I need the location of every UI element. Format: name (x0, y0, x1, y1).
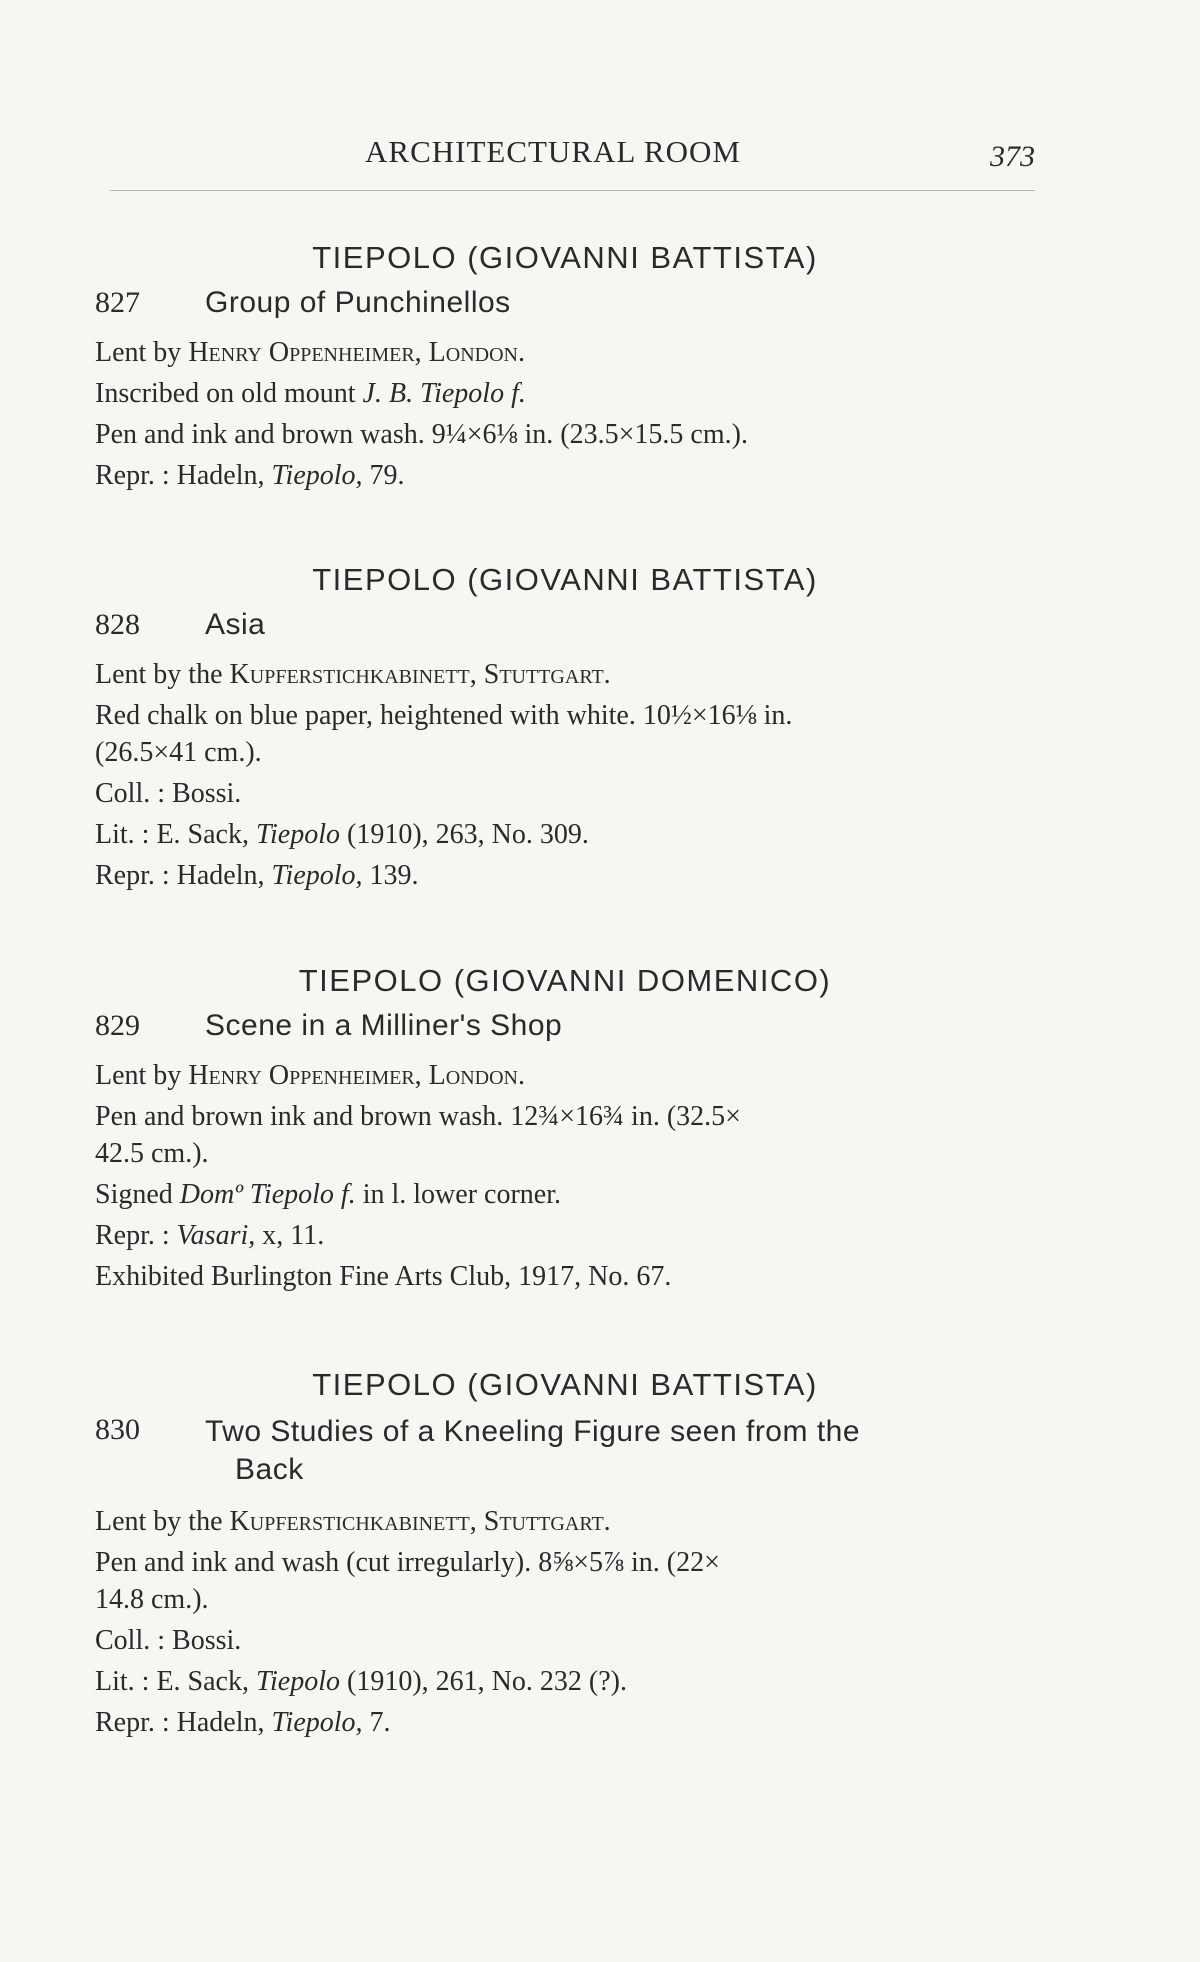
signature-text: Domº Tiepolo f. (179, 1179, 356, 1210)
lender-name: Henry Oppenheimer, London. (188, 337, 525, 368)
collection-line: Coll. : Bossi. (95, 778, 242, 809)
medium-line: Pen and brown ink and brown wash. 12¾×16¾ in. (32.5× (95, 1101, 741, 1132)
artist-heading: TIEPOLO (GIOVANNI BATTISTA) (312, 240, 818, 275)
artwork-title: Scene in a Milliner's Shop (205, 1009, 563, 1042)
collection-line: Coll. : Bossi. (95, 1625, 242, 1656)
repr-work: Vasari, (176, 1220, 256, 1251)
reproduction-line: Repr. : Hadeln, Tiepolo, 79. (95, 460, 405, 491)
inscription-line: Inscribed on old mount J. B. Tiepolo f. (95, 378, 526, 409)
artwork-title: Asia (205, 608, 266, 641)
lender-line: Lent by Henry Oppenheimer, London. (95, 1060, 525, 1091)
catalogue-number: 827 (95, 286, 140, 319)
lender-name: Kupferstichkabinett, Stuttgart. (229, 659, 611, 690)
medium-line: Pen and ink and wash (cut irregularly). 8⅝×5⅞ in. (22× (95, 1547, 720, 1578)
inscription-text: J. B. Tiepolo f. (362, 378, 526, 409)
literature-line: Lit. : E. Sack, Tiepolo (1910), 261, No. 232 (?). (95, 1666, 627, 1697)
catalogue-entry-828 (95, 562, 1035, 898)
repr-work: Tiepolo, (271, 860, 363, 891)
artist-heading: TIEPOLO (GIOVANNI DOMENICO) (298, 963, 832, 998)
medium-line: Pen and ink and brown wash. 9¼×6⅛ in. (23.5×15.5 cm.). (95, 419, 748, 450)
repr-work: Tiepolo, (271, 1707, 363, 1738)
entry-title-row (95, 286, 1035, 320)
medium-line-cont: 42.5 cm.). (95, 1138, 209, 1169)
lender-name: Kupferstichkabinett, Stuttgart. (229, 1506, 611, 1537)
reproduction-line: Repr. : Hadeln, Tiepolo, 7. (95, 1707, 391, 1738)
reproduction-line: Repr. : Hadeln, Tiepolo, 139. (95, 860, 419, 891)
catalogue-number: 830 (95, 1413, 140, 1446)
entry-title-row (95, 608, 1035, 642)
medium-line-cont: 14.8 cm.). (95, 1584, 209, 1615)
lender-name: Henry Oppenheimer, London. (188, 1060, 525, 1091)
header-rule (110, 190, 1035, 191)
entry-title-row (95, 1413, 1035, 1489)
lender-line: Lent by Henry Oppenheimer, London. (95, 337, 525, 368)
reproduction-line: Repr. : Vasari, x, 11. (95, 1220, 325, 1251)
section-title: ARCHITECTURAL ROOM (365, 134, 741, 169)
lit-work: Tiepolo (255, 819, 340, 850)
running-head (110, 130, 1035, 173)
repr-work: Tiepolo, (271, 460, 363, 491)
artwork-title: Group of Punchinellos (205, 286, 511, 319)
lender-line: Lent by the Kupferstichkabinett, Stuttgart. (95, 659, 611, 690)
lender-line: Lent by the Kupferstichkabinett, Stuttgart. (95, 1506, 611, 1537)
page-number: 373 (990, 140, 1035, 173)
catalogue-entry-830 (95, 1367, 1035, 1745)
literature-line: Lit. : E. Sack, Tiepolo (1910), 263, No. 309. (95, 819, 589, 850)
medium-line: Red chalk on blue paper, heightened with white. 10½×16⅛ in. (95, 700, 793, 731)
exhibition-line: Exhibited Burlington Fine Arts Club, 1917, No. 67. (95, 1261, 672, 1292)
signature-line: Signed Domº Tiepolo f. in l. lower corner. (95, 1179, 561, 1210)
artist-heading: TIEPOLO (GIOVANNI BATTISTA) (312, 1367, 818, 1402)
lit-work: Tiepolo (255, 1666, 340, 1697)
catalogue-number: 828 (95, 608, 140, 641)
catalogue-entry-829 (95, 963, 1035, 1299)
artist-heading: TIEPOLO (GIOVANNI BATTISTA) (312, 562, 818, 597)
catalogue-number: 829 (95, 1009, 140, 1042)
entry-title-row (95, 1009, 1035, 1043)
artwork-title: Two Studies of a Kneeling Figure seen from the Back (205, 1415, 861, 1486)
catalogue-entry-827 (95, 240, 1035, 498)
medium-line-cont: (26.5×41 cm.). (95, 737, 262, 768)
